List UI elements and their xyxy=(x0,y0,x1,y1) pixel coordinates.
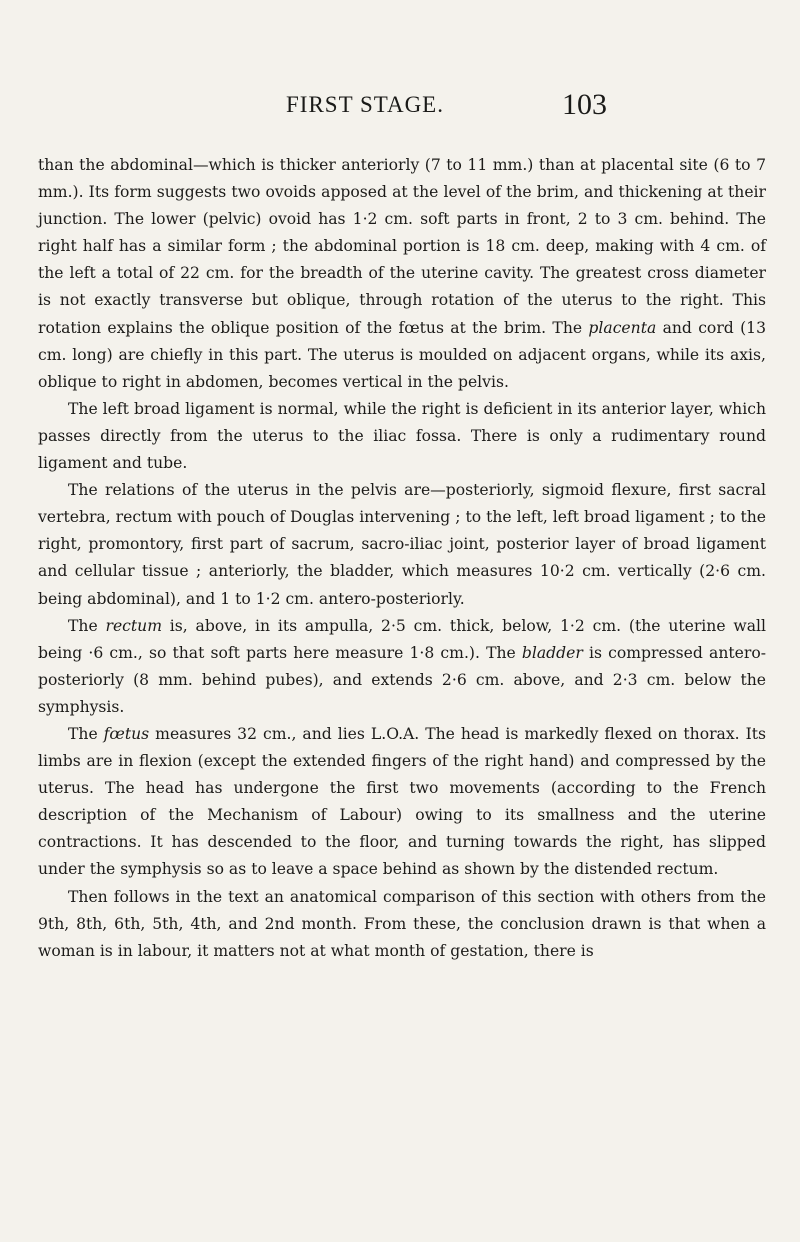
running-head xyxy=(286,88,746,132)
italic-term-bladder: bladder xyxy=(521,643,583,662)
paragraph-foetus xyxy=(38,721,766,884)
page-number: 103 xyxy=(562,88,607,121)
text-run: is, above, in its ampulla, 2·5 cm. thick, below, 1·2 cm. (the uterine wall being ·6 cm., so that soft parts here measure 1·8 cm.). The xyxy=(38,616,766,662)
italic-term-placenta: placenta xyxy=(588,318,657,337)
paragraph-pelvic-relations xyxy=(38,477,766,612)
italic-term-foetus: fœtus xyxy=(103,724,150,743)
text-run: The left broad ligament is normal, while the right is deficient in its anterior layer, which passes directly from the uterus to the iliac fossa. There is only a rudimentary round ligament and tube. xyxy=(38,399,766,473)
text-run: The xyxy=(68,724,104,743)
body-text xyxy=(38,152,766,965)
paragraph-rectum-bladder xyxy=(38,613,766,721)
text-run: Then follows in the text an anatomical comparison of this section with others from the 9th, 8th, 6th, 5th, 4th, and 2nd month. From these, the conclusion drawn is that when a woman is in labour, it matters not at what month of gestation, there is xyxy=(38,887,766,960)
text-run: than the abdominal—which is thicker anteriorly (7 to 11 mm.) than at placental site (6 to 7 mm.). Its form suggests two ovoids apposed at the level of the brim, and thickening at their junction. The lower (pelvic) ovoid has 1·2 cm. soft parts in front, 2 to 3 cm. behind. The right half has a similar form ; the abdominal portion is 18 cm. deep, making with 4 cm. of the left a total of 22 cm. for the breadth of the uterine cavity. The greatest cross diameter is not exactly transverse but oblique, through rotation of the uterus to the right. This rotation explains the oblique position of the fœtus at the brim. The xyxy=(38,156,766,337)
text-run: is compressed antero-posteriorly (8 mm. behind pubes), and extends 2·6 cm. above, and 2·3 cm. below the symphysis. xyxy=(38,643,766,716)
paragraph-comparison xyxy=(38,884,766,965)
paragraph-broad-ligament xyxy=(38,396,766,477)
text-run: and cord (13 cm. long) are chiefly in this part. The uterus is moulded on adjacent organs, while its axis, oblique to right in abdomen, becomes vertical in the pelvis. xyxy=(38,318,766,391)
running-title: FIRST STAGE. xyxy=(286,92,444,117)
paragraph-uterine-form xyxy=(38,152,766,396)
text-run: The relations of the uterus in the pelvis are—posteriorly, sigmoid flexure, first sacral vertebra, rectum with pouch of Douglas intervening ; to the left, left broad ligament ; to the right, promontory, first part of sacrum, sacro-iliac joint, posterior layer of broad ligament and cellular tissue ; anteriorly, the bladder, which measures 10·2 cm. vertically (2·6 cm. being abdominal), and 1 to 1·2 cm. antero-posteriorly. xyxy=(38,481,766,608)
italic-term-rectum: rectum xyxy=(105,616,162,635)
text-run: The xyxy=(68,616,106,635)
text-run: measures 32 cm., and lies L.O.A. The head is markedly flexed on thorax. Its limbs are in flexion (except the extended fingers of the right hand) and compressed by the uterus. The head has undergone the first two movements (according to the French description of the Mechanism of Labour) owing to its smallness and the uterine contractions. It has descended to the floor, and turning towards the right, has slipped under the symphysis so as to leave a space behind as shown by the distended rectum. xyxy=(38,724,766,879)
